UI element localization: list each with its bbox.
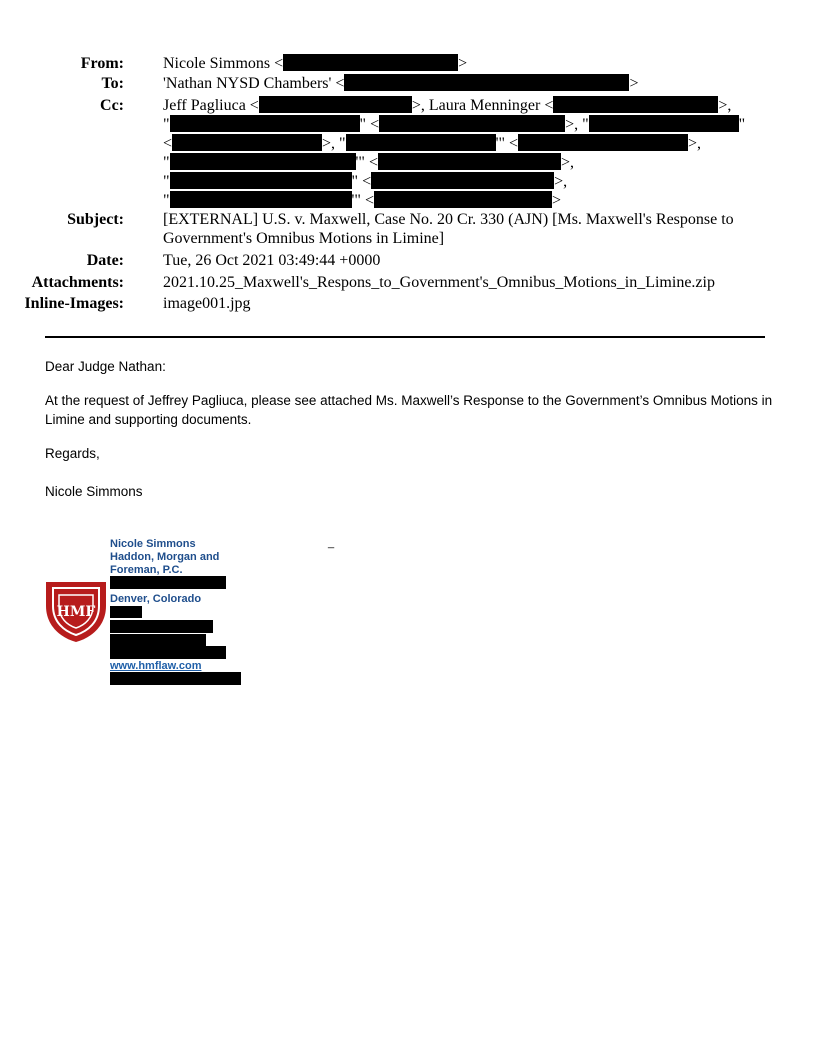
- redaction-block: [553, 96, 718, 113]
- cc-quote: ": [163, 116, 170, 133]
- redaction-block: [378, 153, 561, 170]
- redaction-block: [170, 153, 356, 170]
- sig-firm-1: Haddon, Morgan and: [110, 551, 220, 563]
- cc-quote: ": [738, 116, 746, 133]
- from-close: >: [458, 55, 468, 72]
- redaction-block: [110, 646, 226, 659]
- to-value: [163, 74, 638, 94]
- date-label: Date:: [86, 252, 124, 269]
- header-divider: [45, 336, 765, 338]
- cc-quote: ": [163, 154, 170, 171]
- subject-line-2: Government's Omnibus Motions in Limine]: [163, 230, 445, 247]
- redaction-block: [110, 576, 226, 589]
- closing: Regards,: [45, 446, 100, 461]
- subject-line-1: [EXTERNAL] U.S. v. Maxwell, Case No. 20 Cr. 330 (AJN) [Ms. Maxwell's Response to: [163, 211, 734, 228]
- greeting: Dear Judge Nathan:: [45, 359, 166, 374]
- cc-quote: ": [163, 173, 170, 190]
- from-name: Nicole Simmons <: [163, 55, 284, 72]
- to-label: To:: [101, 75, 124, 92]
- redaction-block: [283, 54, 458, 71]
- redaction-block: [518, 134, 688, 151]
- cc-line-3: [163, 134, 701, 154]
- attachments-label: Attachments:: [31, 274, 124, 291]
- redaction-block: [170, 172, 352, 189]
- redaction-block: [110, 672, 241, 685]
- subject-label: Subject:: [67, 211, 124, 228]
- cc-separator: >,: [560, 154, 574, 171]
- signer-name: Nicole Simmons: [45, 484, 143, 499]
- firm-logo-icon: [43, 578, 109, 644]
- cc-quote: '" <: [495, 135, 519, 152]
- cc-separator: >, ": [322, 135, 346, 152]
- cc-name-laura: >, Laura Menninger <: [411, 97, 554, 114]
- cc-label: Cc:: [100, 97, 124, 114]
- sig-website-link[interactable]: www.hmflaw.com: [110, 660, 202, 672]
- inline-images-label: Inline-Images:: [24, 295, 124, 312]
- redaction-block: [589, 115, 739, 132]
- redaction-block: [110, 606, 142, 618]
- body-paragraph: At the request of Jeffrey Pagliuca, please see attached Ms. Maxwell’s Response to the Government’s Omnibus Motions in Limine and supporting documents.: [45, 393, 773, 427]
- cc-separator: >, ": [565, 116, 589, 133]
- cc-quote: '" <: [355, 154, 378, 171]
- redaction-block: [110, 620, 213, 633]
- cc-name-jeff: Jeff Pagliuca <: [163, 97, 259, 114]
- redaction-block: [344, 74, 629, 91]
- redaction-block: [379, 115, 565, 132]
- cc-quote: ": [163, 192, 170, 209]
- redaction-block: [110, 634, 206, 646]
- redaction-block: [346, 134, 496, 151]
- date-value: Tue, 26 Oct 2021 03:49:44 +0000: [163, 252, 381, 269]
- sig-city: Denver, Colorado: [110, 593, 202, 605]
- attachment-file[interactable]: 2021.10.25_Maxwell's_Respons_to_Government's_Omnibus_Motions_in_Limine.zip: [163, 274, 715, 291]
- from-value: [163, 54, 467, 74]
- cc-bracket: >: [551, 192, 561, 209]
- redaction-block: [371, 172, 554, 189]
- from-label: From:: [80, 55, 124, 72]
- cc-line-5: [163, 172, 567, 192]
- logo-letters: HMF: [56, 604, 96, 620]
- redaction-block: [170, 115, 360, 132]
- cc-bracket: <: [163, 135, 173, 152]
- stray-mark: _: [328, 537, 335, 549]
- redaction-block: [170, 191, 352, 208]
- cc-line-6: [163, 191, 561, 211]
- redaction-block: [259, 96, 412, 113]
- cc-separator: >,: [554, 173, 568, 190]
- cc-quote: '" <: [351, 192, 374, 209]
- sig-firm-2: Foreman, P.C.: [110, 564, 183, 576]
- sig-name: Nicole Simmons: [110, 538, 196, 550]
- to-name: 'Nathan NYSD Chambers' <: [163, 75, 345, 92]
- to-close: >: [629, 75, 639, 92]
- cc-line-4: [163, 153, 574, 173]
- cc-separator: >,: [688, 135, 702, 152]
- redaction-block: [374, 191, 552, 208]
- cc-line-2: [163, 115, 745, 135]
- cc-line-1: [163, 96, 731, 116]
- inline-image-file[interactable]: image001.jpg: [163, 295, 251, 312]
- cc-quote: " <: [359, 116, 380, 133]
- cc-quote: " <: [351, 173, 372, 190]
- redaction-block: [172, 134, 322, 151]
- cc-separator: >,: [718, 97, 732, 114]
